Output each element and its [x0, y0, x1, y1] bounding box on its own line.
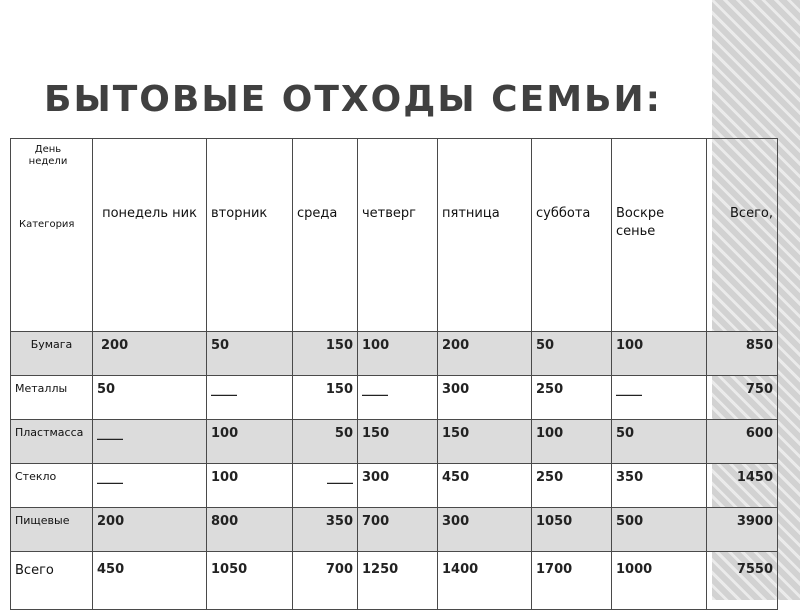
row-total-cell: 850 [707, 332, 778, 376]
table-cell: 100 [207, 464, 293, 508]
table-cell: ____ [612, 376, 707, 420]
header-day-sunday: Воскре сенье [612, 139, 707, 332]
row-total-cell: 750 [707, 376, 778, 420]
row-total-cell: 3900 [707, 508, 778, 552]
row-total-cell: 600 [707, 420, 778, 464]
table-cell: 1000 [612, 552, 707, 610]
corner-day-label: День недели [28, 144, 68, 167]
table-row [11, 420, 778, 464]
table-cell: 200 [438, 332, 532, 376]
table-cell: 50 [612, 420, 707, 464]
table-cell: 250 [532, 464, 612, 508]
table-cell: 300 [358, 464, 438, 508]
table-cell: 250 [532, 376, 612, 420]
header-day-saturday: суббота [532, 139, 612, 332]
table-cell: ____ [293, 464, 358, 508]
table-cell: 450 [438, 464, 532, 508]
header-day-thursday: четверг [358, 139, 438, 332]
table-cell: 1700 [532, 552, 612, 610]
table-cell: 1050 [207, 552, 293, 610]
row-category-label: Пластмасса [11, 420, 93, 464]
table-cell: ____ [93, 420, 207, 464]
table-cell: 150 [438, 420, 532, 464]
table-cell: 100 [358, 332, 438, 376]
table-cell: 50 [207, 332, 293, 376]
table-cell: 150 [293, 376, 358, 420]
table-total-row [11, 552, 778, 610]
table-cell: ____ [207, 376, 293, 420]
header-day-monday: понедель ник [93, 139, 207, 332]
header-day-tuesday: вторник [207, 139, 293, 332]
table-cell: 100 [612, 332, 707, 376]
table-cell: 350 [293, 508, 358, 552]
table-cell: ____ [93, 464, 207, 508]
table-cell: 700 [358, 508, 438, 552]
table-cell: 50 [93, 376, 207, 420]
table-header-row [11, 139, 778, 332]
table-cell: 700 [293, 552, 358, 610]
table-cell: ____ [358, 376, 438, 420]
table-row [11, 376, 778, 420]
table-cell: 300 [438, 508, 532, 552]
table-cell: 300 [438, 376, 532, 420]
corner-category-label: Категория [19, 219, 75, 230]
row-category-label: Бумага [11, 332, 93, 376]
row-total-cell: 1450 [707, 464, 778, 508]
row-category-label: Металлы [11, 376, 93, 420]
grand-total-cell: 7550 [707, 552, 778, 610]
table-cell: 50 [293, 420, 358, 464]
header-day-friday: пятница [438, 139, 532, 332]
table-cell: 100 [207, 420, 293, 464]
table-row [11, 464, 778, 508]
table-row [11, 508, 778, 552]
table-cell: 200 [93, 508, 207, 552]
table-cell: 150 [358, 420, 438, 464]
row-category-label: Стекло [11, 464, 93, 508]
table-cell: 50 [532, 332, 612, 376]
table-cell: 100 [532, 420, 612, 464]
total-row-label: Всего [11, 552, 93, 610]
table-cell: 1400 [438, 552, 532, 610]
table-cell: 450 [93, 552, 207, 610]
table-cell: 500 [612, 508, 707, 552]
table-row [11, 332, 778, 376]
waste-table [10, 138, 778, 610]
header-day-wednesday: среда [293, 139, 358, 332]
table-cell: 1050 [532, 508, 612, 552]
table-cell: 800 [207, 508, 293, 552]
table-cell: 200 [93, 332, 207, 376]
header-total: Всего, [707, 139, 778, 332]
slide-title: БЫТОВЫЕ ОТХОДЫ СЕМЬИ: [44, 79, 662, 120]
corner-header-cell [11, 139, 93, 332]
table-cell: 350 [612, 464, 707, 508]
table-cell: 1250 [358, 552, 438, 610]
row-category-label: Пищевые [11, 508, 93, 552]
table-cell: 150 [293, 332, 358, 376]
